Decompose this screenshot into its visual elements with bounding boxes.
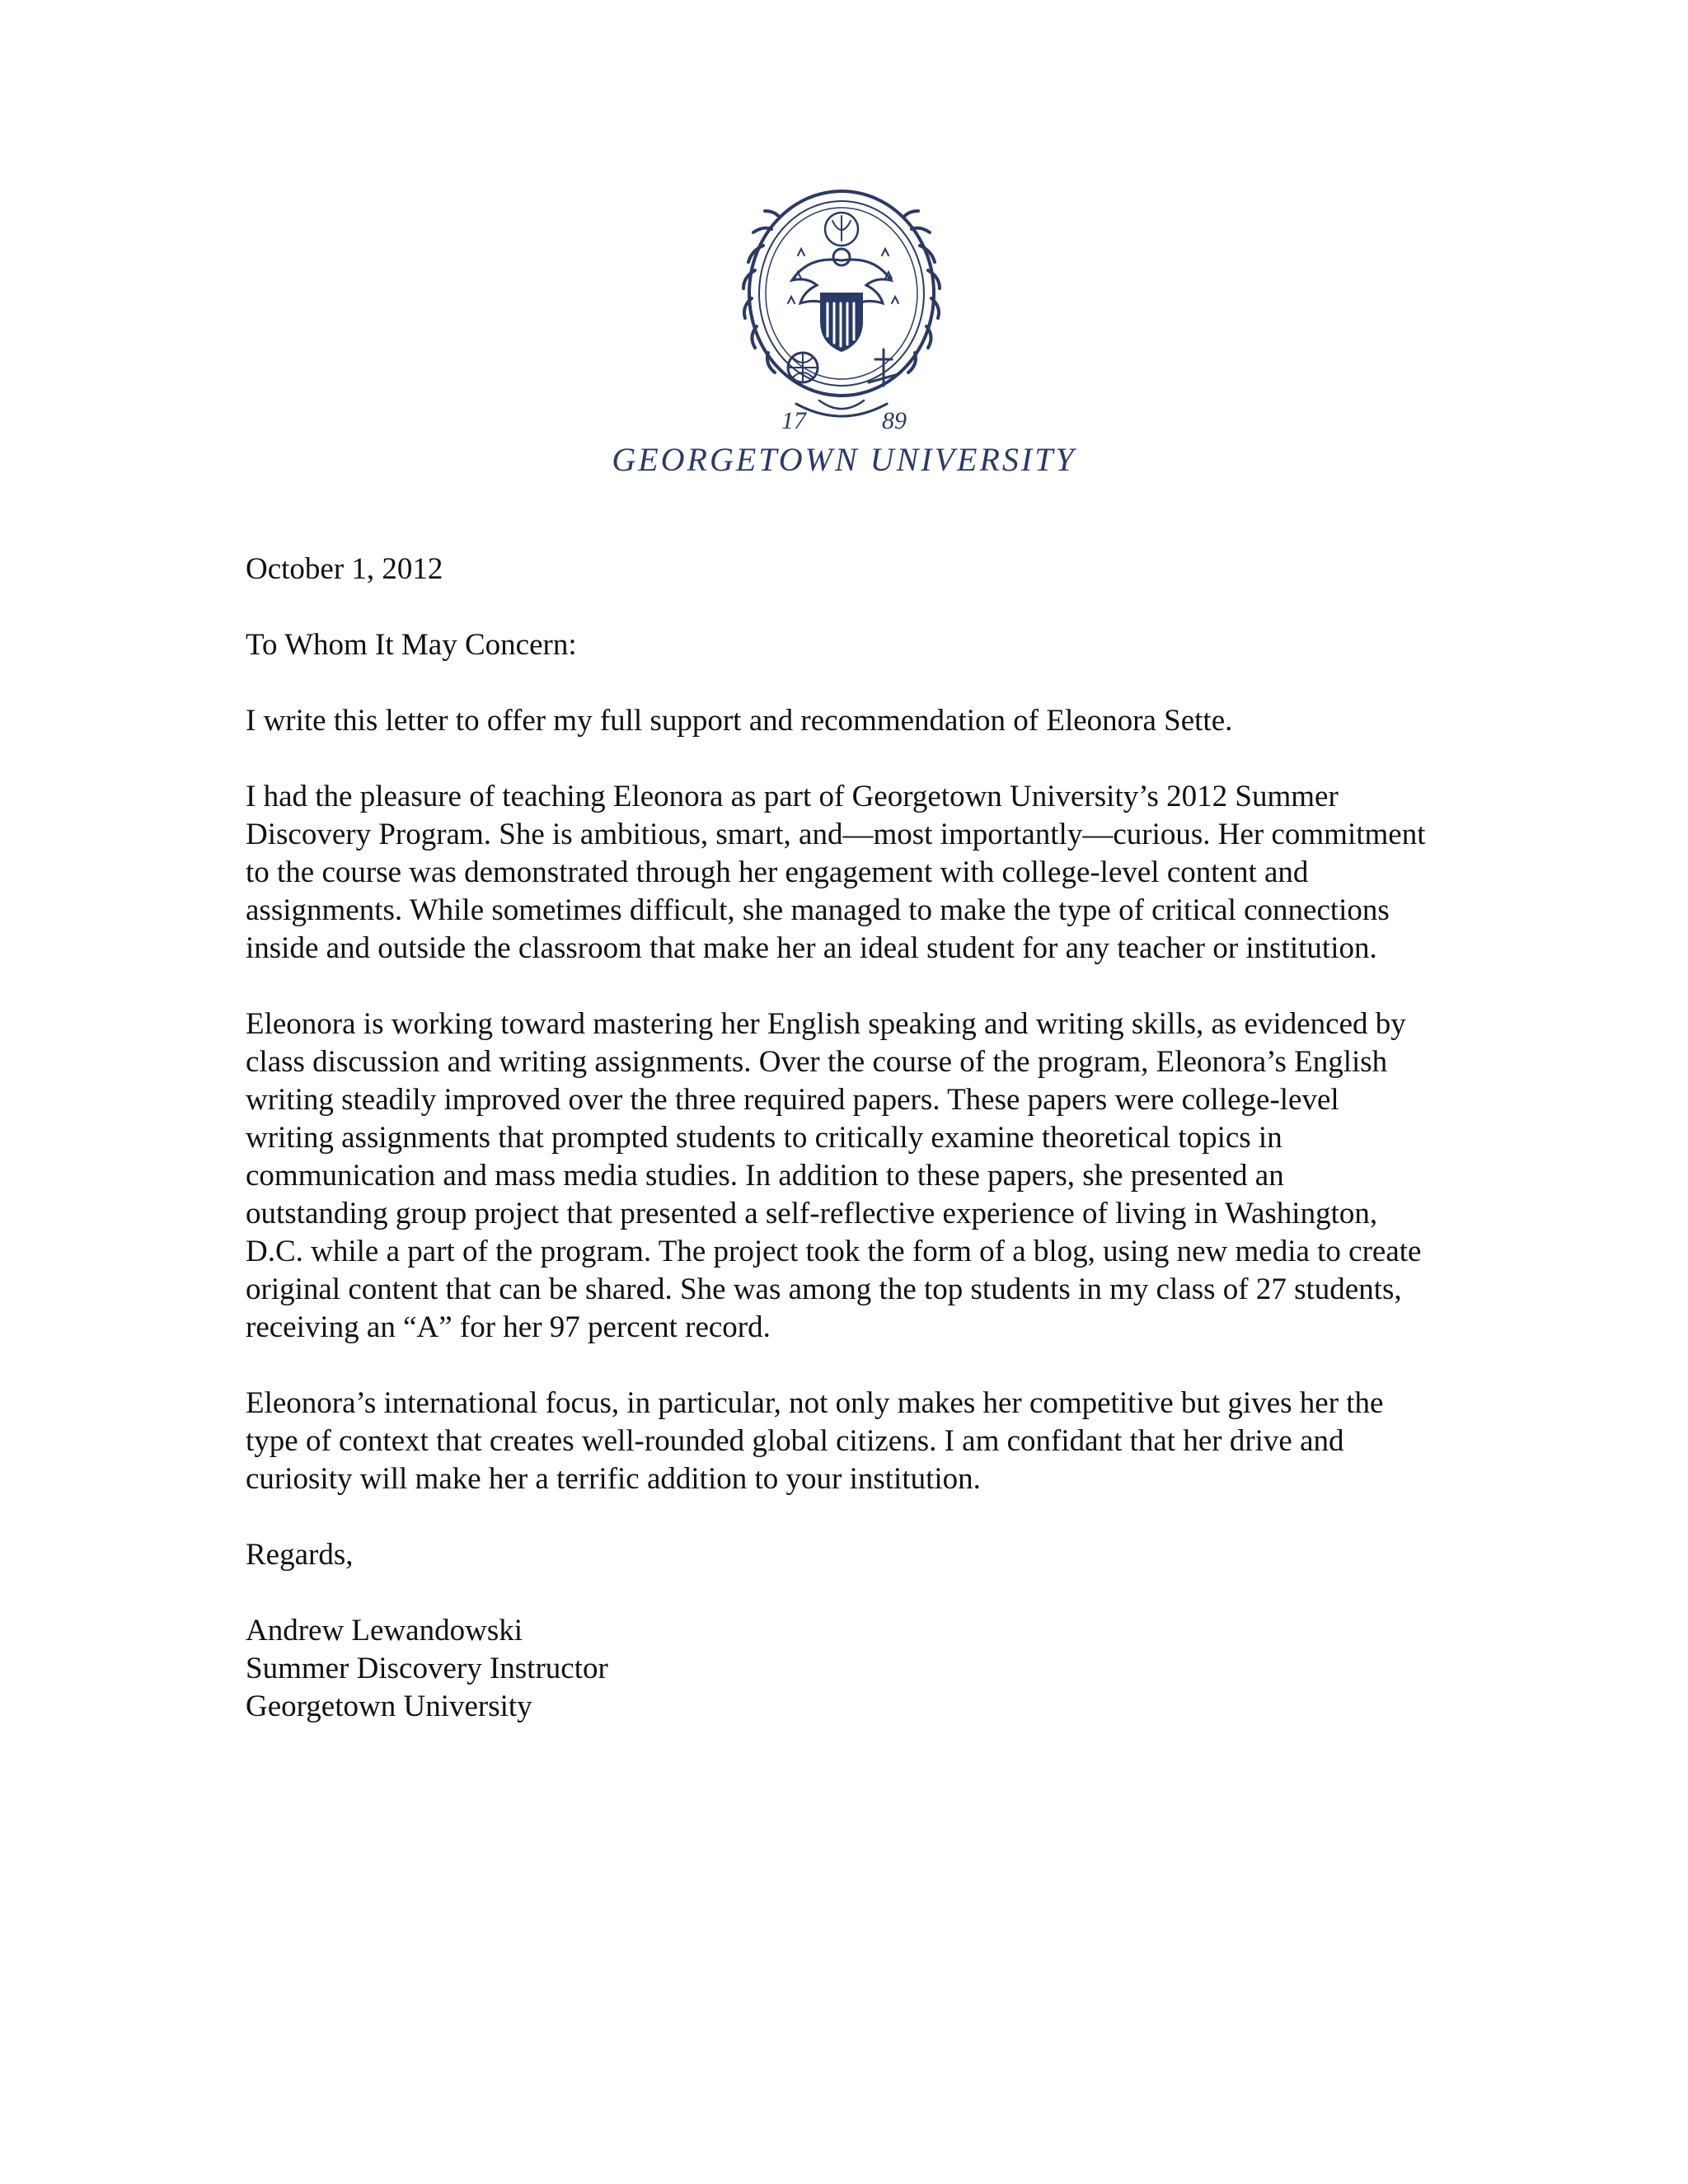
- seal-year-left: 17: [781, 407, 806, 434]
- letter-paragraph: I had the pleasure of teaching Eleonora as part of Georgetown University’s 2012 Summer Discovery Program. She is ambitious, smart, and—most importantly—curious. Her commitment to the course was demonstrated through her engagement with college-level content and assignments. While sometimes difficult, she managed to make the type of critical connections inside and outside the classroom that make her an ideal student for any teacher or institution.: [246, 780, 1426, 965]
- letter-body: [246, 551, 1432, 1726]
- letter-salutation: To Whom It May Concern:: [246, 628, 577, 662]
- letter-paragraph: Eleonora’s international focus, in particular, not only makes her competitive but gives her the type of context that creates well-rounded global citizens. I am confidant that her drive and curiosity will make her a terrific addition to your institution.: [246, 1386, 1384, 1496]
- letterhead: [0, 188, 1688, 493]
- signature-block: [246, 1612, 1432, 1726]
- seal-year-right: 89: [882, 407, 907, 434]
- signer-name: Andrew Lewandowski: [246, 1614, 523, 1647]
- signer-title: Summer Discovery Instructor: [246, 1652, 608, 1685]
- letter-closing: Regards,: [246, 1538, 354, 1572]
- university-name: GEORGETOWN UNIVERSITY: [612, 441, 1076, 478]
- university-seal-icon: [730, 188, 953, 435]
- letter-paragraph: I write this letter to offer my full support and recommendation of Eleonora Sette.: [246, 704, 1233, 738]
- letter-paragraph: Eleonora is working toward mastering her English speaking and writing skills, as evidenced by class discussion and writing assignments. Over the course of the program, Eleonora’s English writing steadily improved over the three required papers. These papers were college-level writing assignments that prompted students to critically examine theoretical topics in communication and mass media studies. In addition to these papers, she presented an outstanding group project that presented a self-reflective experience of living in Washington, D.C. while a part of the program. The project took the form of a blog, using new media to create original content that can be shared. She was among the top students in my class of 27 students, receiving an “A” for her 97 percent record.: [246, 1007, 1422, 1344]
- signer-organization: Georgetown University: [246, 1690, 532, 1723]
- letter-date: October 1, 2012: [246, 552, 443, 586]
